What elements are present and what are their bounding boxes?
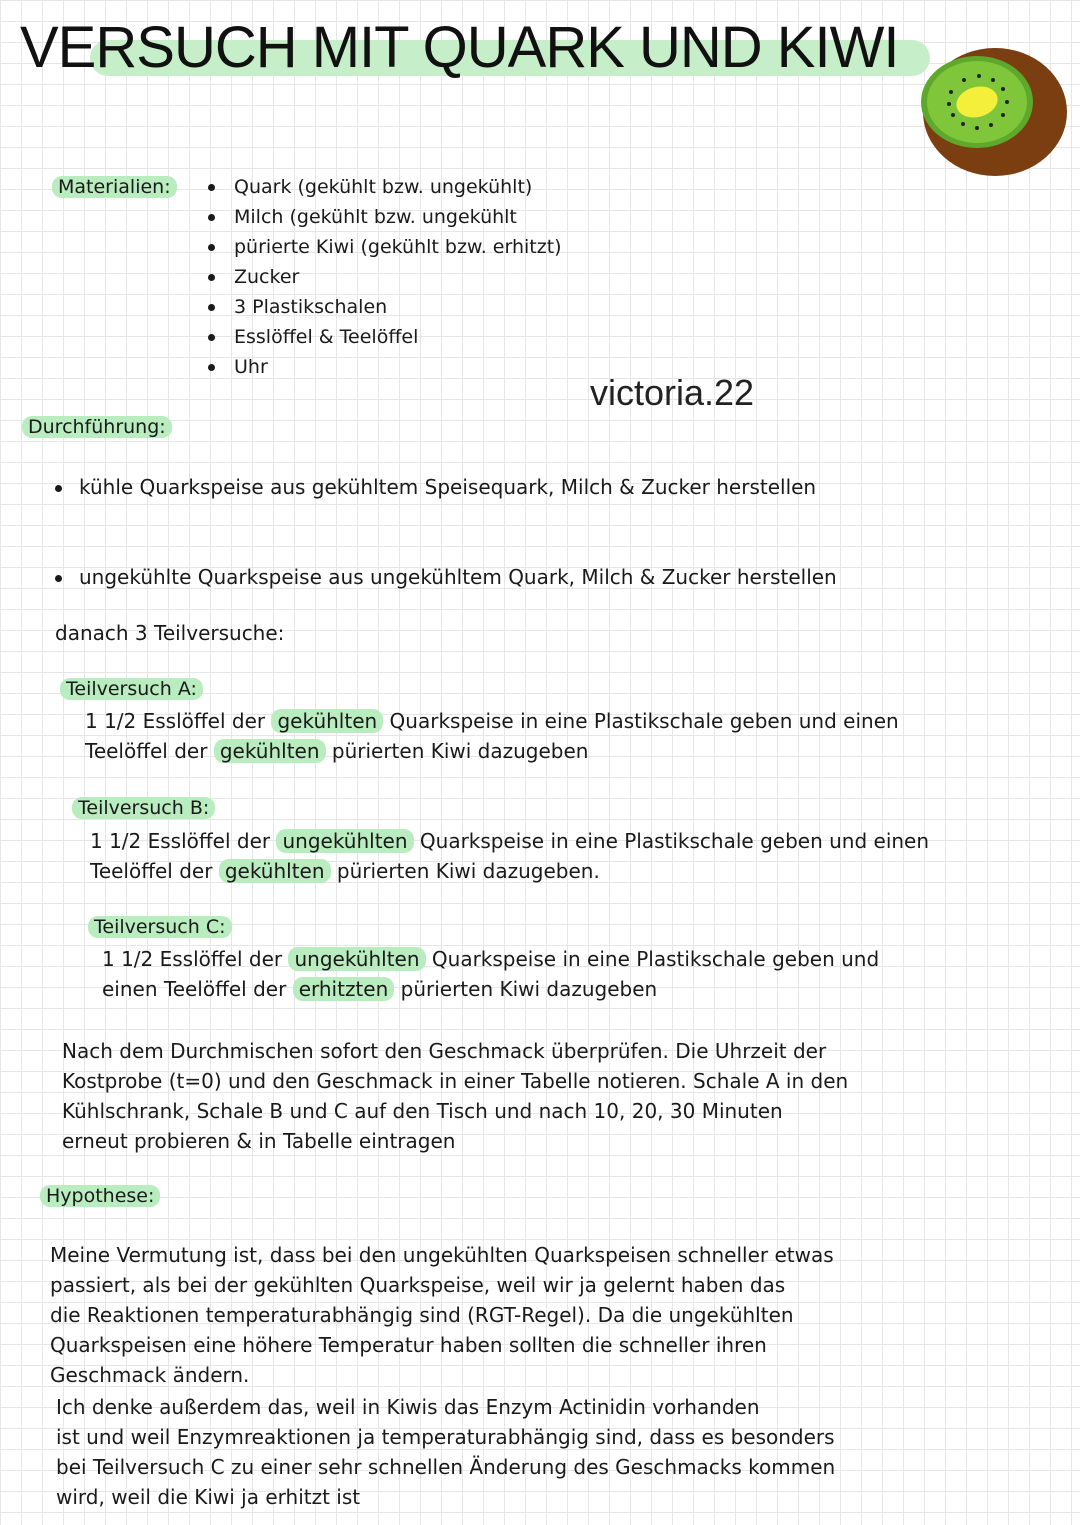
experiment-b-line-2: Teelöffel der gekühlten pürierten Kiwi dazugeben.	[90, 859, 600, 883]
experiment-b-label: Teilversuch B:	[72, 797, 215, 819]
procedure-intro: danach 3 Teilversuche:	[55, 621, 285, 645]
experiment-a-label: Teilversuch A:	[60, 678, 203, 700]
after-text-line: erneut probieren & in Tabelle eintragen	[62, 1129, 456, 1153]
hypothesis-line: wird, weil die Kiwi ja erhitzt ist	[56, 1485, 361, 1509]
materials-label: Materialien:	[52, 176, 177, 198]
experiment-c-line-2: einen Teelöffel der erhitzten pürierten Kiwi dazugeben	[102, 977, 658, 1001]
hypothesis-line: die Reaktionen temperaturabhängig sind (RGT-Regel). Da die ungekühlten	[50, 1303, 794, 1327]
list-item: pürierte Kiwi (gekühlt bzw. erhitzt)	[208, 232, 562, 262]
watermark: victoria.22	[590, 372, 755, 413]
list-item: Zucker	[208, 262, 562, 292]
experiment-c-line-1: 1 1/2 Esslöffel der ungekühlten Quarkspeise in eine Plastikschale geben und	[102, 947, 880, 971]
after-text-line: Kostprobe (t=0) und den Geschmack in einer Tabelle notieren. Schale A in den	[62, 1069, 849, 1093]
hypothesis-line: Geschmack ändern.	[50, 1363, 250, 1387]
materials-list	[208, 172, 562, 382]
experiment-a-line-1: 1 1/2 Esslöffel der gekühlten Quarkspeise in eine Plastikschale geben und einen	[85, 709, 899, 733]
list-item: Quark (gekühlt bzw. ungekühlt)	[208, 172, 562, 202]
procedure-label: Durchführung:	[22, 416, 172, 438]
procedure-step: ungekühlte Quarkspeise aus ungekühltem Quark, Milch & Zucker herstellen	[55, 562, 1080, 592]
highlight-gekuehlten: gekühlten	[214, 739, 326, 763]
highlight-erhitzten: erhitzten	[293, 977, 395, 1001]
after-text-line: Kühlschrank, Schale B und C auf den Tisch und nach 10, 20, 30 Minuten	[62, 1099, 783, 1123]
hypothesis-line: bei Teilversuch C zu einer sehr schnellen Änderung des Geschmacks kommen	[56, 1455, 836, 1479]
list-item: Uhr	[208, 352, 562, 382]
hypothesis-line: Quarkspeisen eine höhere Temperatur haben sollten die schneller ihren	[50, 1333, 767, 1357]
hypothesis-line: Meine Vermutung ist, dass bei den ungekühlten Quarkspeisen schneller etwas	[50, 1243, 834, 1267]
hypothesis-line: Ich denke außerdem das, weil in Kiwis das Enzym Actinidin vorhanden	[56, 1395, 760, 1419]
highlight-gekuehlten: gekühlten	[271, 709, 383, 733]
highlight-ungekuehlten: ungekühlten	[288, 947, 425, 971]
highlight-gekuehlten: gekühlten	[219, 859, 331, 883]
list-item: Esslöffel & Teelöffel	[208, 322, 562, 352]
hypothesis-label: Hypothese:	[40, 1185, 160, 1207]
experiment-c-label: Teilversuch C:	[88, 916, 232, 938]
hypothesis-line: passiert, als bei der gekühlten Quarkspeise, weil wir ja gelernt haben das	[50, 1273, 786, 1297]
kiwi-icon	[915, 40, 1070, 180]
title-block	[20, 10, 940, 90]
after-text-line: Nach dem Durchmischen sofort den Geschmack überprüfen. Die Uhrzeit der	[62, 1039, 827, 1063]
list-item: 3 Plastikschalen	[208, 292, 562, 322]
hypothesis-line: ist und weil Enzymreaktionen ja temperaturabhängig sind, dass es besonders	[56, 1425, 835, 1449]
experiment-b-line-1: 1 1/2 Esslöffel der ungekühlten Quarkspeise in eine Plastikschale geben und einen	[90, 829, 930, 853]
highlight-ungekuehlten: ungekühlten	[276, 829, 413, 853]
procedure-step: kühle Quarkspeise aus gekühltem Speisequark, Milch & Zucker herstellen	[55, 472, 1080, 502]
experiment-a-line-2: Teelöffel der gekühlten pürierten Kiwi dazugeben	[85, 739, 589, 763]
list-item: Milch (gekühlt bzw. ungekühlt	[208, 202, 562, 232]
page-title: VERSUCH MIT QUARK UND KIWI	[20, 15, 899, 80]
